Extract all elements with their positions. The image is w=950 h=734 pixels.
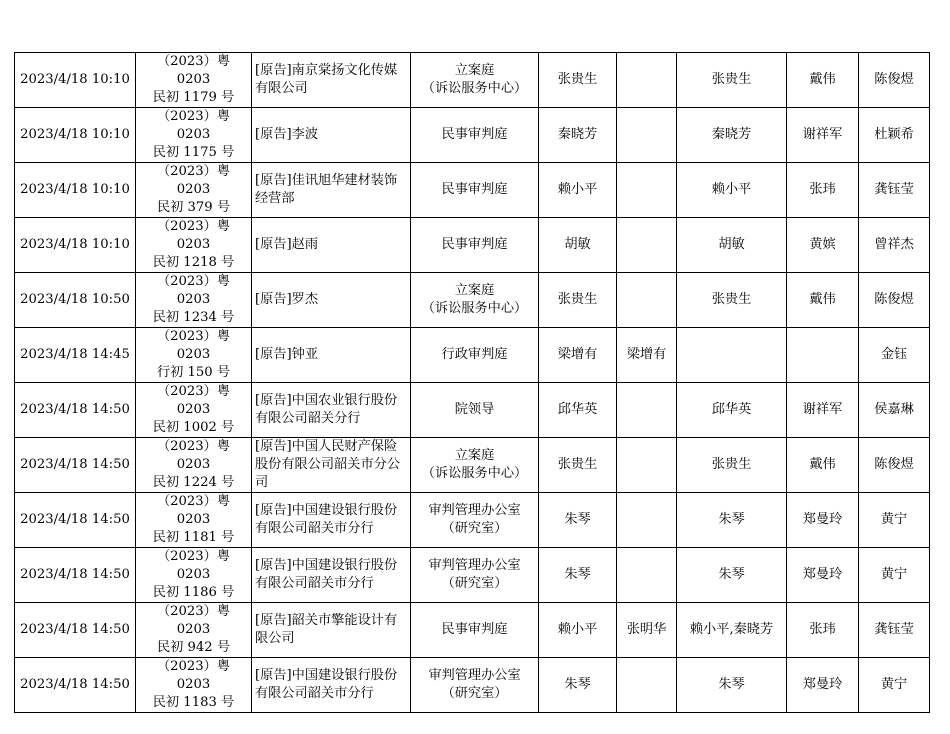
case-number-cell	[136, 438, 252, 493]
department-line: （研究室）	[441, 576, 508, 591]
table-row	[15, 273, 930, 328]
department-line: 审判管理办公室	[428, 668, 521, 683]
case-number-cell	[136, 163, 252, 218]
case-number-line: （2023）粤 0203	[156, 549, 231, 582]
department-cell	[411, 163, 539, 218]
department-cell	[411, 493, 539, 548]
presiding-judge-cell: 赖小平	[539, 163, 617, 218]
case-number-line: 行初 150 号	[156, 365, 231, 380]
case-number-line: （2023）粤 0203	[156, 439, 231, 472]
hearing-time-cell: 2023/4/18 10:10	[15, 218, 136, 273]
case-number-cell	[136, 548, 252, 603]
party-cell: [原告]中国建设银行股份有限公司韶关市分行	[252, 493, 411, 548]
case-number-line: 民初 1002 号	[152, 420, 235, 435]
department-cell	[411, 548, 539, 603]
name-cell-col6	[617, 493, 677, 548]
table-row	[15, 163, 930, 218]
department-cell	[411, 53, 539, 108]
department-line: 民事审判庭	[441, 127, 508, 142]
department-line: 立案庭	[454, 448, 495, 463]
case-number-line: （2023）粤 0203	[156, 164, 231, 197]
presiding-judge-cell: 朱琴	[539, 548, 617, 603]
case-number-line: 民初 1183 号	[152, 695, 235, 710]
presiding-judge-cell: 梁增有	[539, 328, 617, 383]
name-cell-col9: 龚钰莹	[859, 163, 930, 218]
department-cell	[411, 328, 539, 383]
name-cell-col6: 梁增有	[617, 328, 677, 383]
name-cell-col6: 张明华	[617, 603, 677, 658]
party-cell: [原告]中国建设银行股份有限公司韶关市分行	[252, 548, 411, 603]
department-line: 行政审判庭	[441, 347, 508, 362]
name-cell-col6	[617, 218, 677, 273]
presiding-judge-cell: 张贵生	[539, 273, 617, 328]
name-cell-col6	[617, 273, 677, 328]
name-cell-col8: 张玮	[787, 163, 859, 218]
department-line: 民事审判庭	[441, 622, 508, 637]
name-cell-col6	[617, 108, 677, 163]
party-cell: [原告]李波	[252, 108, 411, 163]
table-row	[15, 548, 930, 603]
department-line: （诉讼服务中心）	[421, 301, 528, 316]
name-cell-col8: 郑曼玲	[787, 548, 859, 603]
department-line: 立案庭	[454, 63, 495, 78]
name-cell-col9: 侯嘉琳	[859, 383, 930, 438]
table-row	[15, 493, 930, 548]
table-row	[15, 603, 930, 658]
name-cell-col7: 秦晓芳	[677, 108, 787, 163]
department-line: 审判管理办公室	[428, 558, 521, 573]
department-line: （诉讼服务中心）	[421, 81, 528, 96]
name-cell-col9: 陈俊煜	[859, 273, 930, 328]
case-number-cell	[136, 328, 252, 383]
name-cell-col9: 金钰	[859, 328, 930, 383]
department-cell	[411, 273, 539, 328]
name-cell-col9: 龚钰莹	[859, 603, 930, 658]
name-cell-col8: 戴伟	[787, 273, 859, 328]
case-number-cell	[136, 273, 252, 328]
name-cell-col8: 郑曼玲	[787, 493, 859, 548]
name-cell-col7: 朱琴	[677, 493, 787, 548]
name-cell-col6	[617, 53, 677, 108]
party-cell: [原告]赵雨	[252, 218, 411, 273]
party-cell: [原告]中国建设银行股份有限公司韶关市分行	[252, 658, 411, 713]
table-row	[15, 53, 930, 108]
name-cell-col8: 戴伟	[787, 438, 859, 493]
case-number-line: （2023）粤 0203	[156, 604, 231, 637]
name-cell-col7: 张贵生	[677, 273, 787, 328]
party-cell: [原告]中国农业银行股份有限公司韶关分行	[252, 383, 411, 438]
name-cell-col8: 郑曼玲	[787, 658, 859, 713]
case-number-line: （2023）粤 0203	[156, 54, 231, 87]
case-number-cell	[136, 493, 252, 548]
case-number-cell	[136, 383, 252, 438]
case-number-line: 民初 1224 号	[152, 475, 235, 490]
table-body	[15, 53, 930, 713]
name-cell-col6	[617, 658, 677, 713]
name-cell-col6	[617, 383, 677, 438]
case-number-line: （2023）粤 0203	[156, 274, 231, 307]
case-number-line: （2023）粤 0203	[156, 329, 231, 362]
department-line: 立案庭	[454, 283, 495, 298]
department-line: （研究室）	[441, 521, 508, 536]
party-cell: [原告]南京棠扬文化传媒有限公司	[252, 53, 411, 108]
presiding-judge-cell: 秦晓芳	[539, 108, 617, 163]
department-line: （诉讼服务中心）	[421, 466, 528, 481]
name-cell-col8: 谢祥军	[787, 383, 859, 438]
case-number-line: 民初 1186 号	[152, 585, 235, 600]
name-cell-col7: 张贵生	[677, 53, 787, 108]
case-number-cell	[136, 658, 252, 713]
name-cell-col7: 张贵生	[677, 438, 787, 493]
name-cell-col6	[617, 548, 677, 603]
case-number-line: 民初 1181 号	[152, 530, 235, 545]
hearing-time-cell: 2023/4/18 14:50	[15, 493, 136, 548]
department-line: 审判管理办公室	[428, 503, 521, 518]
hearing-time-cell: 2023/4/18 14:50	[15, 658, 136, 713]
presiding-judge-cell: 邱华英	[539, 383, 617, 438]
name-cell-col9: 黄宁	[859, 658, 930, 713]
case-number-line: （2023）粤 0203	[156, 494, 231, 527]
case-number-line: 民初 1234 号	[152, 310, 235, 325]
case-number-line: （2023）粤 0203	[156, 109, 231, 142]
hearing-time-cell: 2023/4/18 14:45	[15, 328, 136, 383]
name-cell-col7: 赖小平	[677, 163, 787, 218]
case-number-cell	[136, 53, 252, 108]
name-cell-col6	[617, 438, 677, 493]
case-number-cell	[136, 218, 252, 273]
name-cell-col6	[617, 163, 677, 218]
department-line: 民事审判庭	[441, 237, 508, 252]
table-row	[15, 383, 930, 438]
name-cell-col8: 戴伟	[787, 53, 859, 108]
name-cell-col7: 邱华英	[677, 383, 787, 438]
hearing-time-cell: 2023/4/18 10:50	[15, 273, 136, 328]
name-cell-col9: 杜颖希	[859, 108, 930, 163]
hearing-time-cell: 2023/4/18 10:10	[15, 53, 136, 108]
hearing-time-cell: 2023/4/18 10:10	[15, 108, 136, 163]
case-number-line: 民初 1179 号	[152, 90, 235, 105]
name-cell-col8: 谢祥军	[787, 108, 859, 163]
case-number-cell	[136, 603, 252, 658]
case-number-cell	[136, 108, 252, 163]
party-cell: [原告]佳讯旭华建材装饰经营部	[252, 163, 411, 218]
name-cell-col7	[677, 328, 787, 383]
party-cell: [原告]韶关市擎能设计有限公司	[252, 603, 411, 658]
table-row	[15, 438, 930, 493]
hearing-time-cell: 2023/4/18 10:10	[15, 163, 136, 218]
name-cell-col9: 黄宁	[859, 548, 930, 603]
hearing-time-cell: 2023/4/18 14:50	[15, 383, 136, 438]
presiding-judge-cell: 赖小平	[539, 603, 617, 658]
department-cell	[411, 218, 539, 273]
name-cell-col7: 朱琴	[677, 548, 787, 603]
department-line: 院领导	[454, 402, 495, 417]
department-cell	[411, 383, 539, 438]
hearing-time-cell: 2023/4/18 14:50	[15, 603, 136, 658]
party-cell: [原告]罗杰	[252, 273, 411, 328]
table-row	[15, 108, 930, 163]
name-cell-col7: 胡敏	[677, 218, 787, 273]
case-number-line: 民初 1218 号	[152, 255, 235, 270]
table-row	[15, 328, 930, 383]
case-number-line: （2023）粤 0203	[156, 384, 231, 417]
hearing-time-cell: 2023/4/18 14:50	[15, 548, 136, 603]
presiding-judge-cell: 胡敏	[539, 218, 617, 273]
presiding-judge-cell: 朱琴	[539, 658, 617, 713]
department-line: 民事审判庭	[441, 182, 508, 197]
department-cell	[411, 658, 539, 713]
presiding-judge-cell: 张贵生	[539, 53, 617, 108]
name-cell-col9: 陈俊煜	[859, 53, 930, 108]
table-row	[15, 218, 930, 273]
name-cell-col8: 黄嫔	[787, 218, 859, 273]
name-cell-col9: 陈俊煜	[859, 438, 930, 493]
name-cell-col8	[787, 328, 859, 383]
presiding-judge-cell: 朱琴	[539, 493, 617, 548]
name-cell-col9: 曾祥杰	[859, 218, 930, 273]
name-cell-col9: 黄宁	[859, 493, 930, 548]
department-cell	[411, 603, 539, 658]
hearing-schedule-table	[14, 52, 930, 713]
presiding-judge-cell: 张贵生	[539, 438, 617, 493]
party-cell: [原告]钟亚	[252, 328, 411, 383]
case-number-line: 民初 1175 号	[152, 145, 235, 160]
department-cell	[411, 108, 539, 163]
case-number-line: （2023）粤 0203	[156, 219, 231, 252]
case-number-line: 民初 942 号	[156, 640, 231, 655]
case-number-line: 民初 379 号	[156, 200, 231, 215]
name-cell-col7: 赖小平,秦晓芳	[677, 603, 787, 658]
case-number-line: （2023）粤 0203	[156, 659, 231, 692]
table-row	[15, 658, 930, 713]
hearing-time-cell: 2023/4/18 14:50	[15, 438, 136, 493]
name-cell-col8: 张玮	[787, 603, 859, 658]
party-cell: [原告]中国人民财产保险股份有限公司韶关市分公司	[252, 438, 411, 493]
department-line: （研究室）	[441, 686, 508, 701]
name-cell-col7: 朱琴	[677, 658, 787, 713]
department-cell	[411, 438, 539, 493]
